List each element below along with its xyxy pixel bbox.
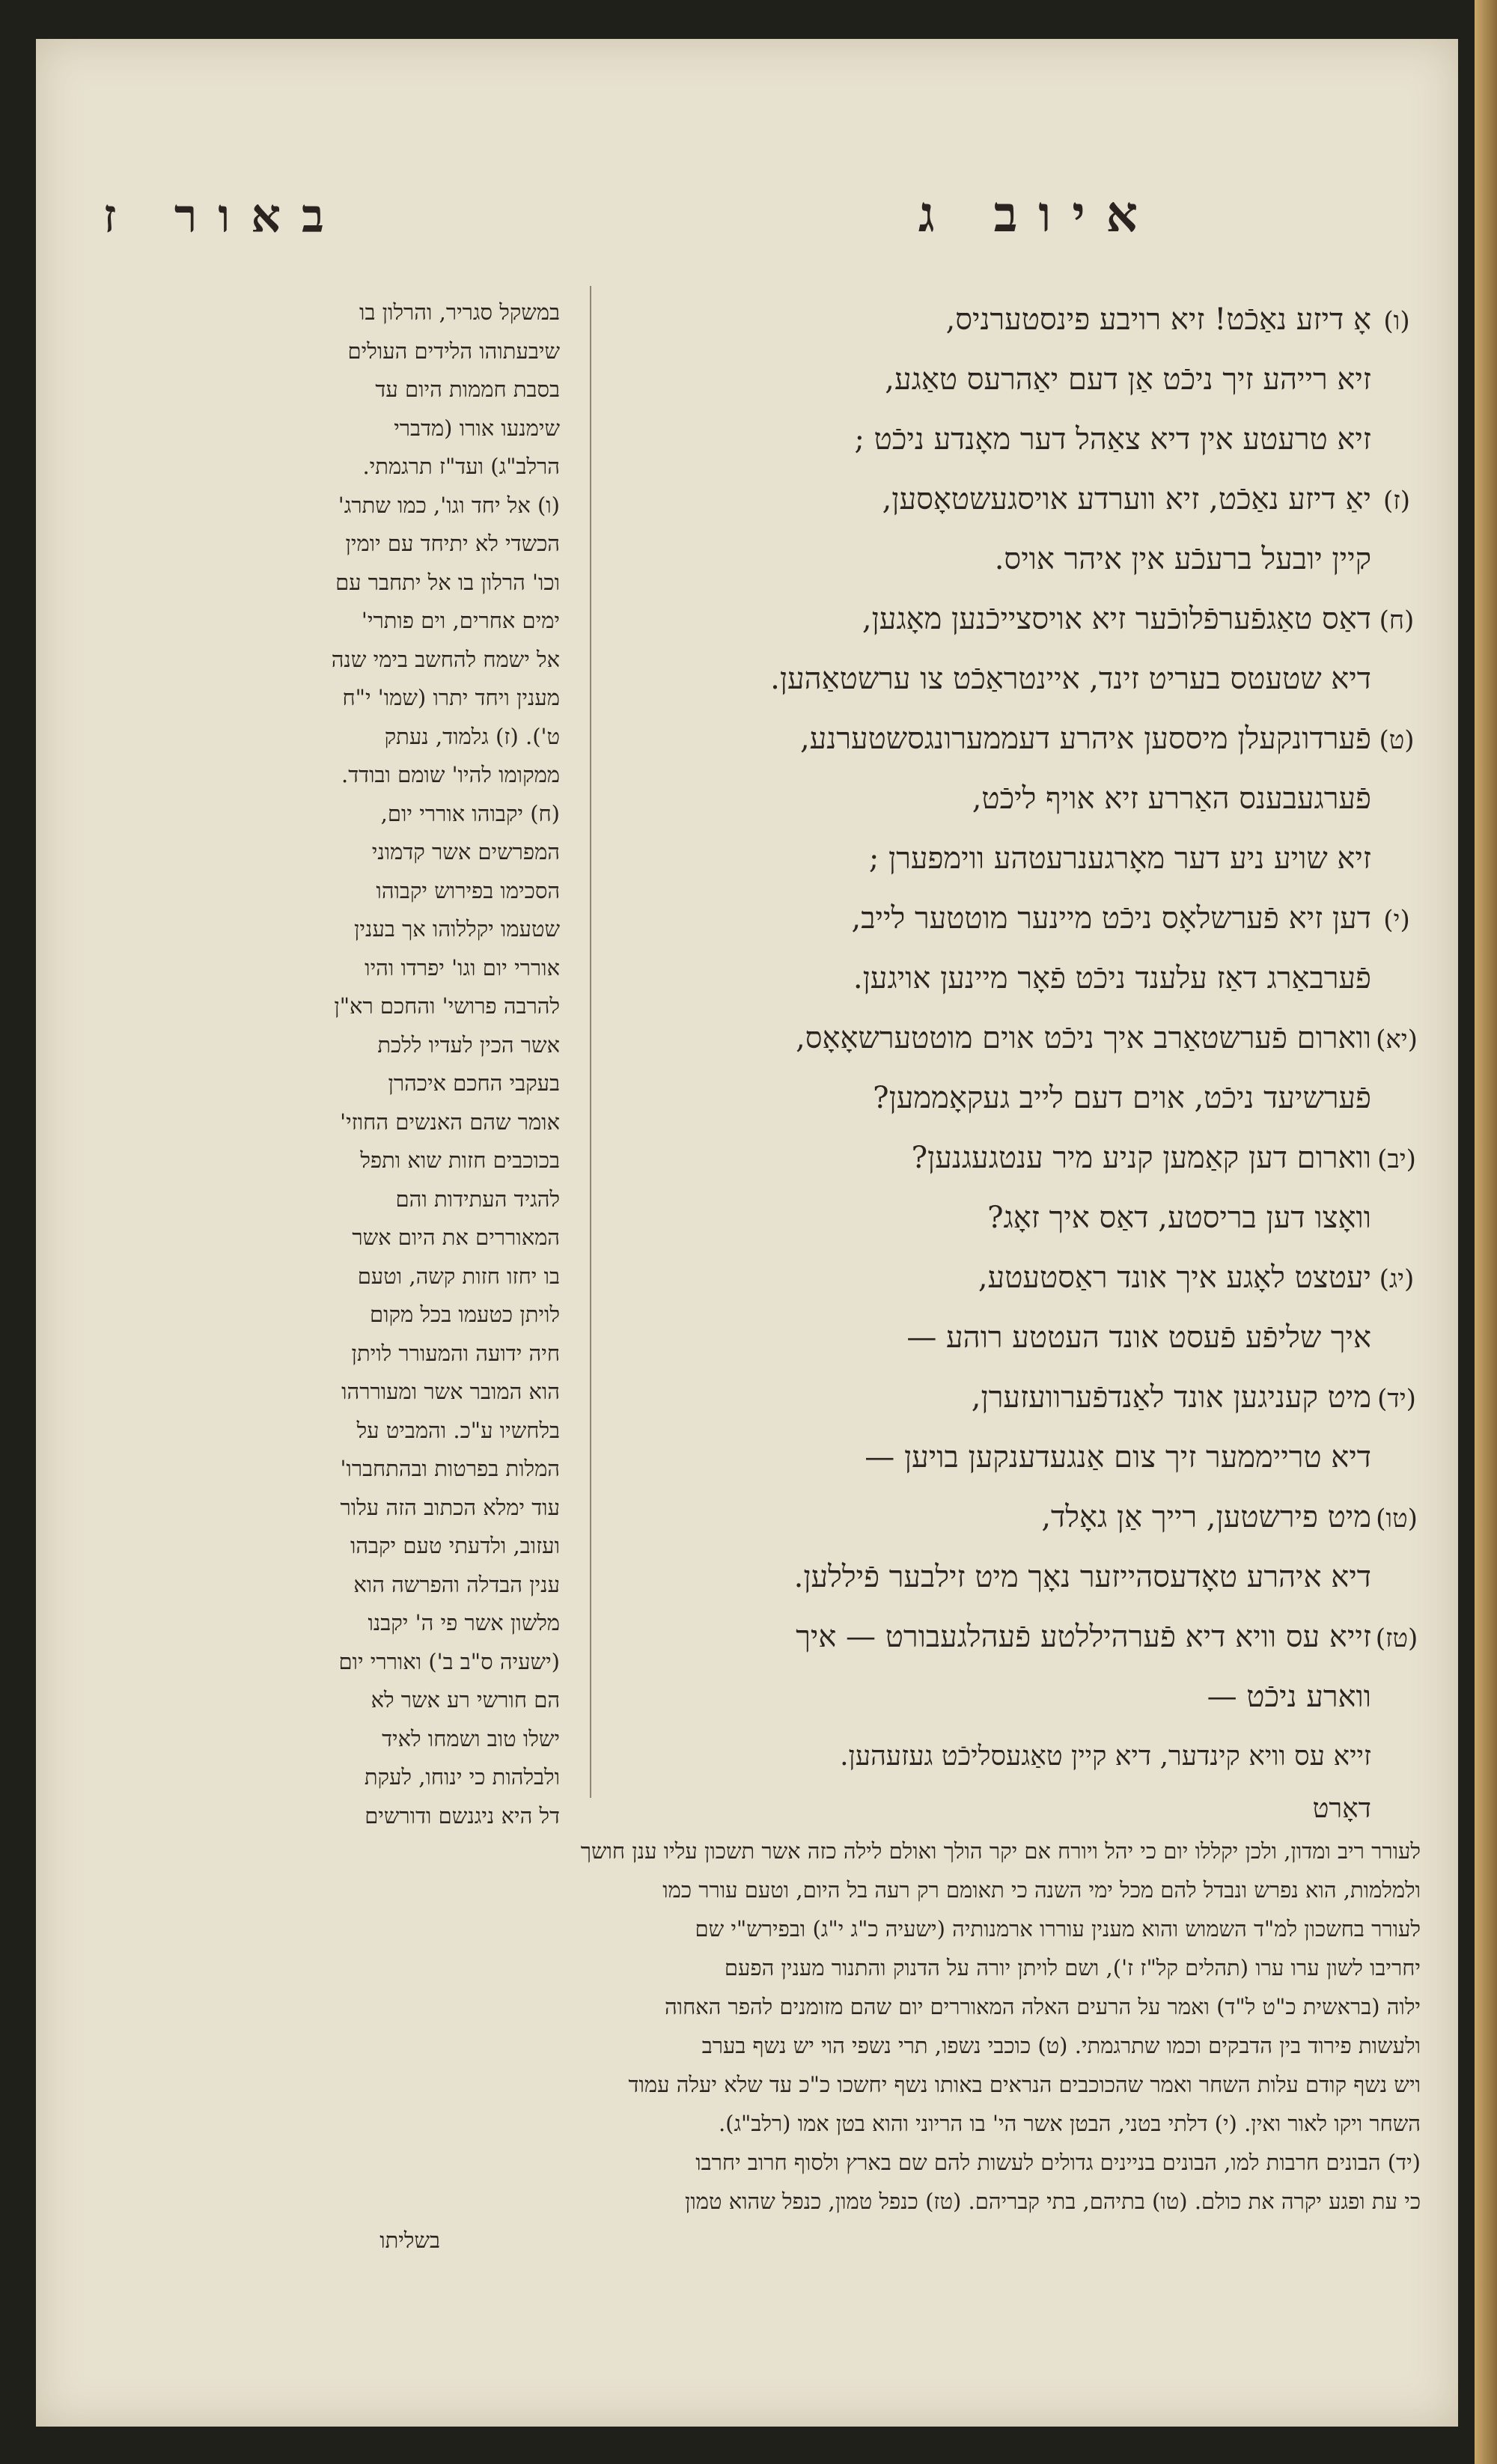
commentary-line: ימים אחרים, וים פותרי'	[361, 608, 560, 633]
commentary-line: בלחשיו ע"כ. והמביט על	[356, 1417, 560, 1443]
verse-line	[629, 350, 1422, 409]
verse-text: זייא עס וויא קינדער, דיא קיין טאַגעסליכֿט געזעהען.	[840, 1741, 1371, 1772]
bottom-commentary-line: יחריבו לשון ערו ערו (תהלים קל"ז ז'), ושם לויתן יורה על הדנוק והתנור מענין הפעם	[724, 1955, 1421, 1980]
commentary-line: ממקומו להיו' שומם ובודד.	[341, 762, 560, 787]
verse-line	[629, 1607, 1422, 1667]
commentary-line: אשר הכין לעדיו ללכת	[377, 1031, 560, 1058]
bottom-commentary-line: (יד) הבונים חרבות למו, הבונים בניינים גדולים לעשות להם שם בארץ ולסוף חרוב יחרבו	[695, 2150, 1421, 2175]
verse-number: (ו)	[1383, 306, 1410, 336]
commentary-line: מענין ויחד יתרו (שמו' י"ח	[342, 685, 560, 710]
commentary-line: ט'). (ז) גלמוד, נעתק	[384, 723, 560, 749]
verse-line	[629, 1308, 1422, 1367]
commentary-line: בו יחזו חזות קשה, וטעם	[357, 1263, 560, 1289]
bottom-commentary-line: בשליתו	[379, 2227, 440, 2253]
bottom-commentary-line: ולעשות פירוד בין הדבקים וכמו שתרגמתי. (ט) כוכבי נשפו, תרי נשפי הוי יש נשף בערב	[701, 2033, 1421, 2058]
verse-text: מיט קעניגען אונד לאַנדפֿערוועזערן,	[971, 1380, 1371, 1415]
commentary-line: המאוררים את היום אשר	[352, 1225, 560, 1250]
bottom-commentary	[103, 1832, 1421, 2260]
commentary-line: הוא המובר אשר ומעוררהו	[341, 1379, 560, 1404]
verse-number: (יד)	[1377, 1384, 1416, 1414]
commentary-line: (ו) אל יחד וגו', כמו שתרג'	[338, 492, 560, 518]
commentary-line: שיבעתוהו הלידים העולים	[347, 338, 560, 364]
commentary-line: מלשון אשר פי ה' יקבנו	[368, 1610, 560, 1635]
verse-text: פֿערדונקעלן מיססען איהרע דעממערונגסשטערנע,	[799, 722, 1371, 756]
commentary-line: הכשדי לא יתיחד עם יומין	[345, 531, 560, 556]
verse-text: וואָצו דען בריסטע, דאַס איך זאָג?	[987, 1201, 1371, 1235]
verse-line	[629, 1667, 1422, 1727]
verse-text: ווארום דען קאַמען קניע מיר ענטגעגנען?	[911, 1141, 1371, 1175]
bottom-commentary-line: השחר ויקו לאור ואין. (י) דלתי בטני, הבטן אשר הי' בו הריוני והוא בטן אמו (רלב"ג).	[718, 2111, 1421, 2136]
verse-number: (טו)	[1376, 1504, 1418, 1534]
commentary-line: בסבת חממות היום עד	[375, 376, 560, 402]
commentary-line: בכוכבים חזות שוא ותפל	[360, 1147, 560, 1173]
commentary-line: אוררי יום וגו' יפרדו והיו	[365, 954, 560, 981]
verse-line	[629, 290, 1422, 350]
commentary-column	[103, 293, 560, 1835]
commentary-line: הם חורשי רע אשר לא	[371, 1687, 560, 1713]
verse-text: זיא טרעטע אין דיא צאַהל דער מאָנדע ניכֿט ;	[854, 422, 1371, 457]
verse-text: ווארום פֿערשטאַרב איך ניכֿט אוים מוטטערשאָאָס,	[796, 1021, 1371, 1055]
verse-line	[629, 589, 1422, 649]
verse-text: זיא שויע ניע דער מאָרגענרעטהע ווימפערן ;	[868, 841, 1371, 876]
verse-line	[629, 1068, 1422, 1128]
verse-line	[629, 529, 1422, 589]
verse-text: מיט פירשטען, רייך אַן גאָלד,	[1041, 1500, 1371, 1534]
commentary-line: הסכימו בפירוש יקבוהו	[376, 877, 560, 903]
commentary-line: הרלב"ג) ועד"ז תרגמתי.	[362, 454, 560, 479]
catchword-text: דאָרט	[1312, 1793, 1371, 1824]
verse-text: דען זיא פֿערשלאָס ניכֿט מיינער מוטטער לייב,	[851, 901, 1371, 936]
verse-line	[629, 769, 1422, 829]
verse-line	[629, 1427, 1422, 1487]
commentary-line: לויתן כטעמו בכל מקום	[370, 1302, 560, 1327]
catchword	[629, 1787, 1422, 1832]
verse-line	[629, 1248, 1422, 1308]
commentary-line: (ח) יקבוהו אוררי יום,	[380, 800, 560, 826]
verse-text: דיא טרייממער זיך צום אַנגעדענקען בויען —	[865, 1440, 1371, 1475]
commentary-line: ענין הבדלה והפרשה הוא	[353, 1571, 560, 1597]
verse-line	[629, 1367, 1422, 1427]
verse-text: פֿערבאַרג דאַז עלענד ניכֿט פֿאָר מיינען אויגען.	[853, 961, 1371, 995]
column-divider	[590, 286, 591, 1798]
verse-line	[629, 948, 1422, 1008]
commentary-line: אל ישמח להחשב בימי שנה	[331, 646, 560, 672]
verse-text: ווארע ניכֿט —	[1207, 1680, 1371, 1714]
commentary-line: שימנעו אורו (מדברי	[394, 415, 560, 441]
verse-line	[629, 1727, 1422, 1787]
verse-text: אָ דיזע נאַכֿט! זיא רויבע פינסטערניס,	[945, 302, 1371, 337]
commentary-line: שטעמו יקללוהו אך בענין	[354, 916, 560, 942]
verse-number: (יא)	[1376, 1025, 1418, 1055]
commentary-line: המלות בפרטות ובהתחברו'	[340, 1456, 560, 1481]
commentary-line: ולבלהות כי ינוחו, לעקת	[364, 1764, 560, 1790]
verse-text: יעטצט לאָגע איך אונד ראַסטעטע,	[978, 1260, 1371, 1295]
verse-number: (ט)	[1379, 725, 1415, 755]
book-page	[36, 39, 1458, 2427]
verse-text: פֿערגעבענס האַררע זיא אויף ליכֿט,	[972, 781, 1371, 816]
commentary-line: ועזוב, ולדעתי טעם יקבהו	[350, 1533, 560, 1558]
commentary-line: דל היא ניגנשם ודורשים	[365, 1802, 560, 1829]
verse-number: (ז)	[1382, 486, 1410, 516]
verse-column	[629, 290, 1422, 1832]
verse-text: דיא שטעטס בעריט זינד, איינטראַכֿט צו ערשטאַהען.	[770, 662, 1371, 696]
commentary-line: (ישעיה ס"ב ב') ואוררי יום	[338, 1648, 560, 1674]
commentary-line: המפרשים אשר קדמוני	[371, 839, 560, 864]
verse-line	[629, 1487, 1422, 1547]
verse-line	[629, 1188, 1422, 1248]
verse-line	[629, 1128, 1422, 1188]
commentary-title: באור ז	[103, 189, 345, 243]
bottom-commentary-line: לעורר ריב ומדון, ולכן יקללו יום כי יהל ויורח אם יקר הולך ואולם לילה כזה אשר תשכון עליו ענן חושך	[580, 1838, 1421, 1864]
verse-number: (יג)	[1379, 1264, 1415, 1294]
commentary-line: עוד ימלא הכתוב הזה עלור	[340, 1494, 560, 1520]
verse-text: קיין יובעל ברעכֿע אין איהר אויס.	[994, 542, 1371, 576]
commentary-line: וכו' הרלון בו אל יתחבר עם	[335, 569, 560, 595]
verse-text: דיא איהרע טאָדעסהייזער נאָך מיט זילבער פֿיללען.	[793, 1560, 1371, 1594]
verse-text: איך שליפֿע פֿעסט אונד העטטע רוהע —	[906, 1320, 1371, 1355]
bottom-commentary-line: ולמלמות, הוא נפרש ונבדל להם מכל ימי השנה כי תאומם רק רעה בל היום, וטעם עורר כמו	[662, 1877, 1421, 1903]
verse-line	[629, 888, 1422, 948]
commentary-line: להרבה פרושי' והחכם רא"ן	[334, 993, 560, 1019]
commentary-line: ישלו טוב ושמחו לאיד	[382, 1725, 560, 1751]
commentary-line: בעקבי החכם איכהרן	[388, 1070, 560, 1096]
bottom-commentary-line: ילוה (בראשית כ"ט ל"ד) ואמר על הרעים האלה המאוררים יום שהם מזומנים להפר האחוה	[664, 1994, 1421, 2019]
commentary-line: אומר שהם האנשים החוזי'	[340, 1109, 560, 1135]
verse-line	[629, 649, 1422, 709]
verse-number: (טז)	[1375, 1623, 1418, 1653]
commentary-line: להגיד העתידות והם	[395, 1186, 560, 1212]
bottom-commentary-line: כי עת ופגע יקרה את כולם. (טו) בתיהם, בתי קבריהם. (טז) כנפל טמון, כנפל שהוא טמון	[684, 2189, 1421, 2214]
verse-text: זיא רייהע זיך ניכֿט אַן דעם יאַהרעס טאַגע,	[885, 362, 1371, 397]
verse-text: יאַ דיזע נאַכֿט, זיא ווערדע אויסגעשטאָסען,	[882, 482, 1371, 516]
adjacent-page-edge	[1475, 0, 1497, 2464]
verse-text: זייא עס וויא דיא פֿערהיללטע פֿעהלגעבורט — איך	[796, 1620, 1371, 1654]
verse-line	[629, 1547, 1422, 1607]
verse-line	[629, 469, 1422, 529]
commentary-line: במשקל סגריר, והרלון בו	[359, 299, 560, 325]
verse-line	[629, 709, 1422, 769]
verse-line	[629, 829, 1422, 888]
verse-text: פֿערשיעד ניכֿט, אוים דעם לייב געקאָממען?	[873, 1081, 1371, 1115]
verse-line	[629, 409, 1422, 469]
verse-number: (יב)	[1377, 1144, 1416, 1174]
bottom-commentary-line: ויש נשף קודם עלות השחר ואמר שהכוכבים הנראים באותו נשף יחשכו כ"כ עד שלא יעלה עמוד	[628, 2072, 1421, 2097]
bottom-commentary-line: לעורר בחשכון למ"ד השמוש והוא מענין עוררו ארמנותיה (ישעיה כ"ג י"ג) ובפירש"י שם	[695, 1916, 1421, 1942]
commentary-line: חיה ידועה והמעורר לויתן	[351, 1340, 560, 1366]
verse-number: (ח)	[1379, 606, 1415, 635]
main-title: איוב ג	[918, 185, 1159, 243]
verse-line	[629, 1008, 1422, 1068]
verse-text: דאַס טאַגפֿערפֿלוכֿער זיא אויסצייכֿנען מאָגען,	[862, 602, 1371, 636]
verse-number: (י)	[1383, 905, 1410, 935]
